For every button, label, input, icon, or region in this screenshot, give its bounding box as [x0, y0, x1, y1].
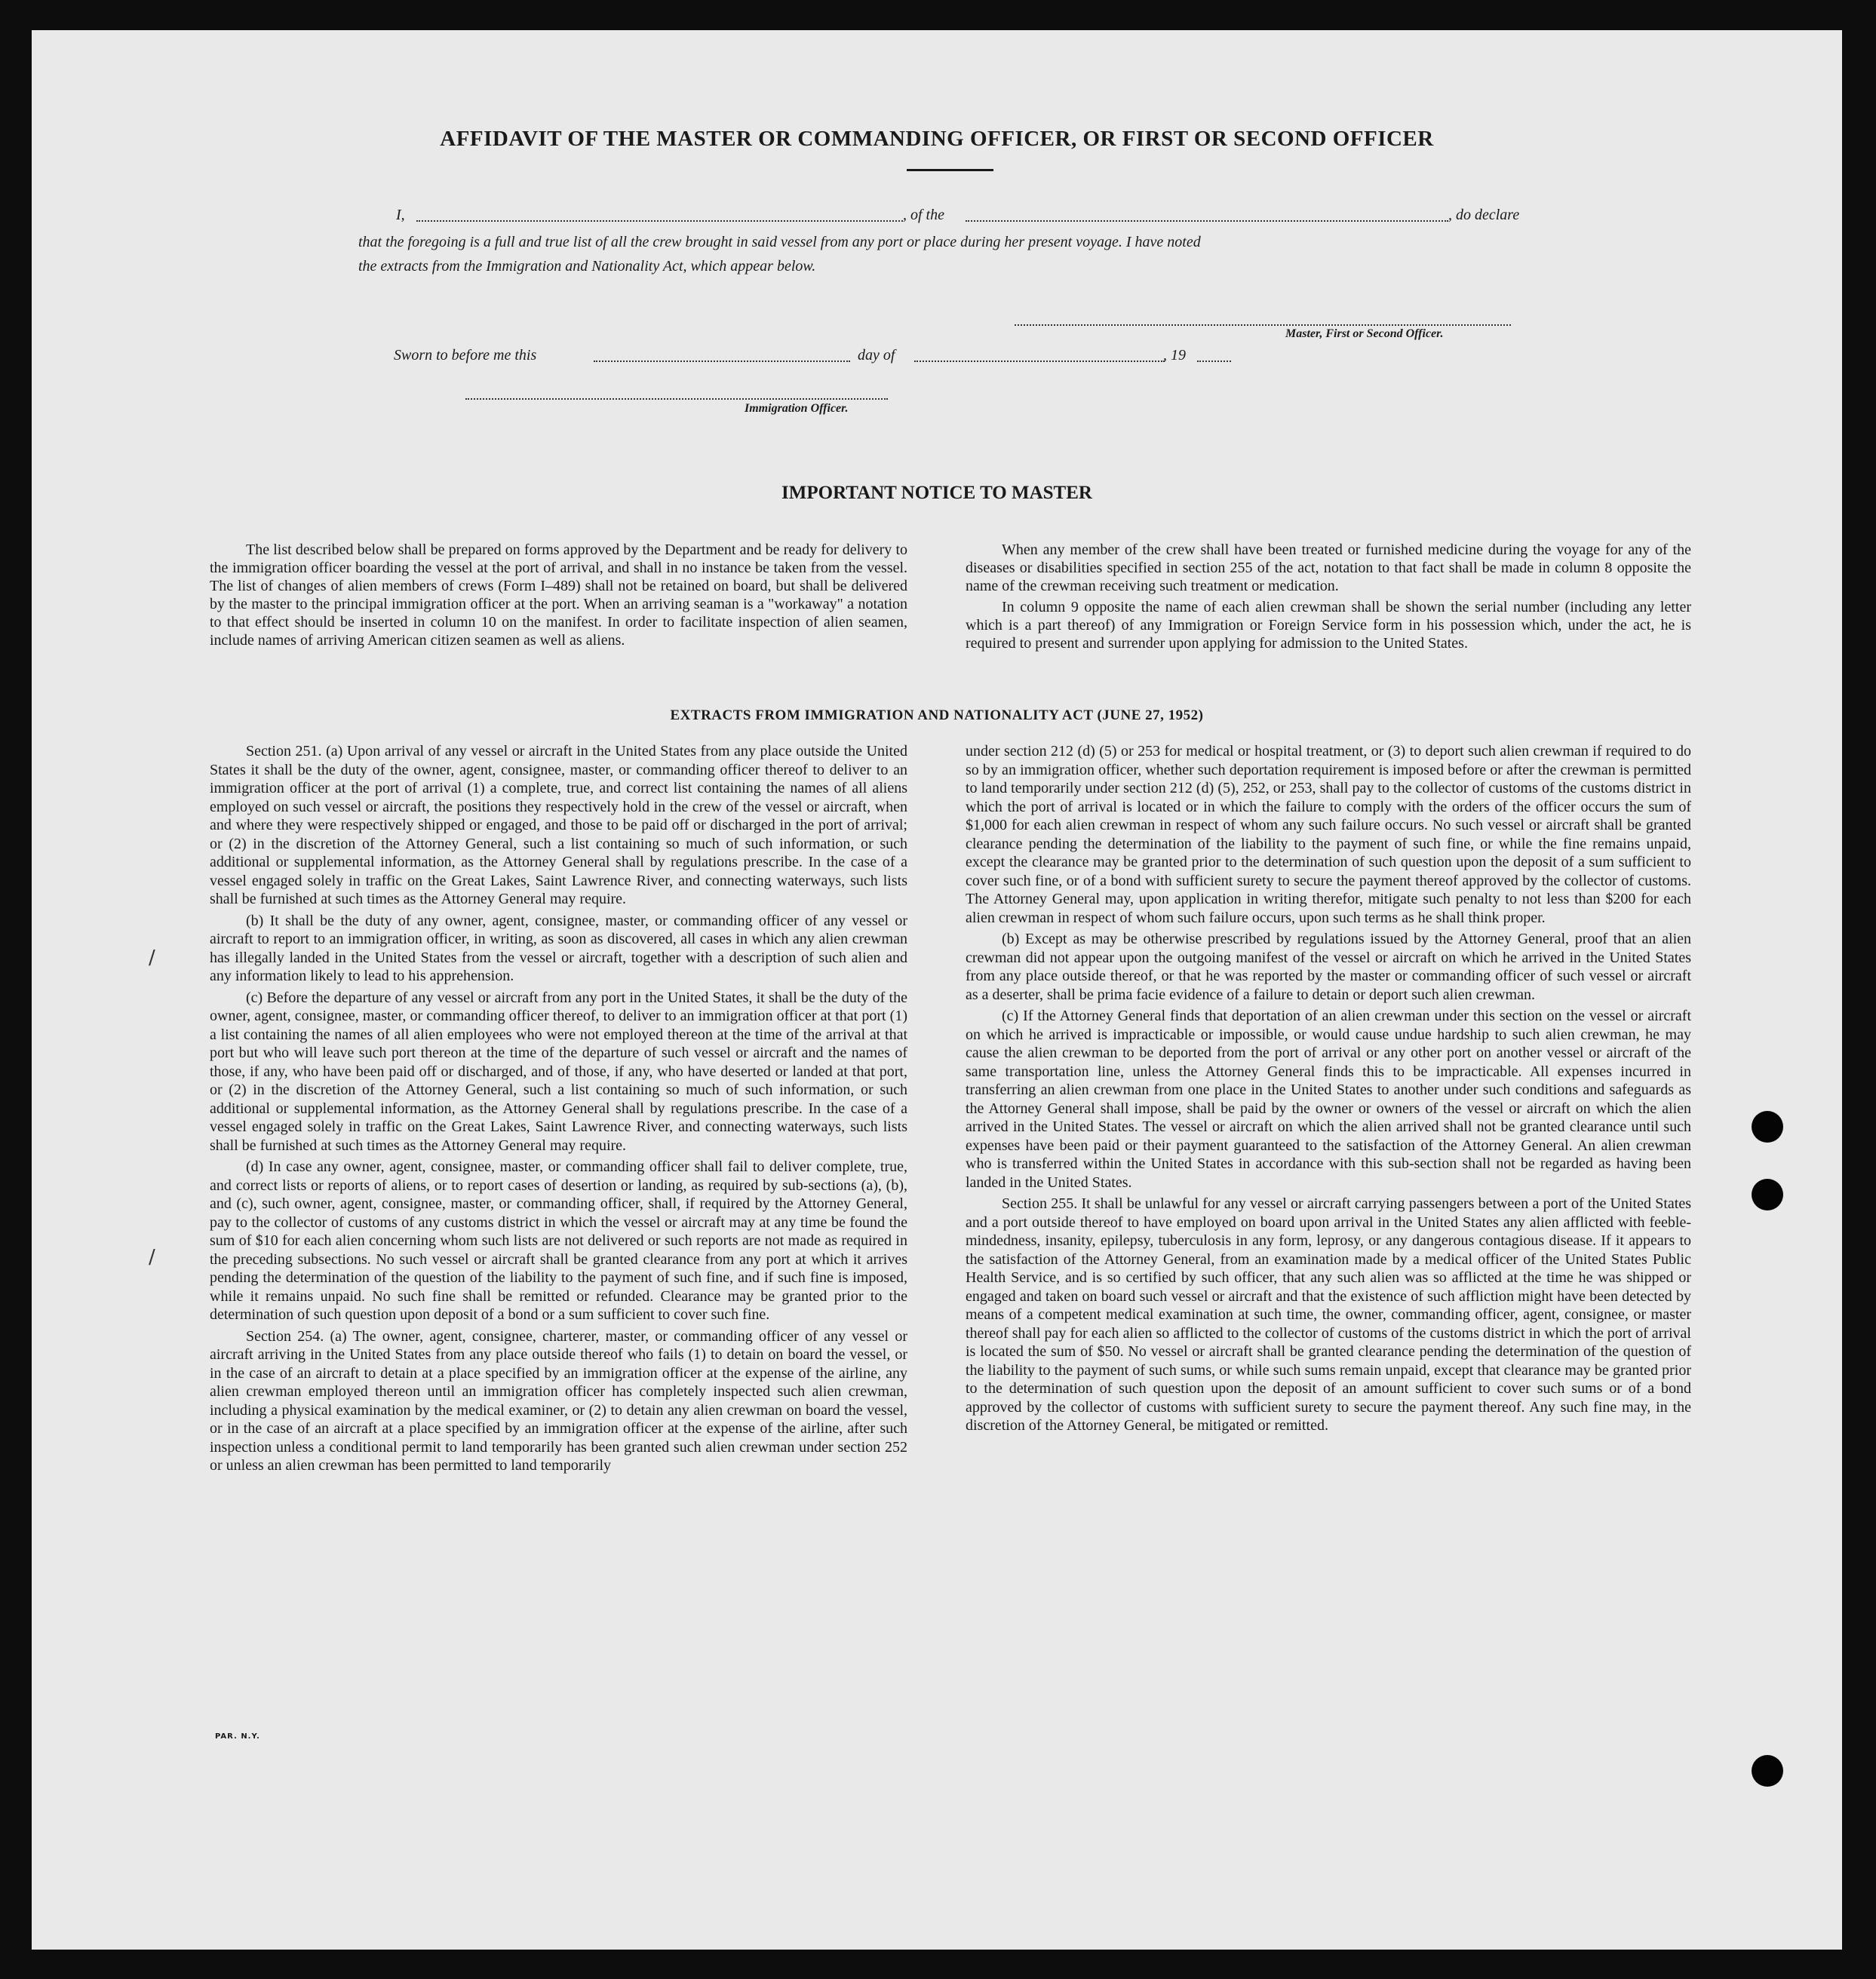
affidavit-declare-label: , do declare: [1448, 207, 1520, 223]
margin-tick-mark: /: [149, 947, 155, 969]
sworn-label: Sworn to before me this: [394, 347, 537, 364]
statute-paragraph: (c) If the Attorney General finds that deportation of an alien crewman under this section on the vessel or aircraft on which he arrived is impracticable or impossible, or would cause undue hardship to such alien crewman, he may cause the alien crewman to be deported from the port of arrival or any other port on another vessel or aircraft of the same transportation line, unless the Attorney General finds this to be impracticable. All expenses incurred in transferring an alien crewman from one place in the United States to another under such conditions and safeguards as the Attorney General shall impose, shall be paid by the owner or owners of the vessel or aircraft on which the alien arrived in the United States. The vessel or aircraft on which the alien arrived shall not be granted clearance until such expenses have been paid or their payment guaranteed to the satisfaction of the Attorney General. An alien crewman who is transferred within the United States in accordance with this sub-section shall not be regarded as having been landed in the United States.: [966, 1008, 1691, 1191]
statute-paragraph: Section 254. (a) The owner, agent, consignee, charterer, master, or commanding officer of any vessel or aircraft arriving in the United States from any place outside thereof who fails (1) to detain on board the vessel, or in the case of an aircraft to detain at a place specified by an immigration officer at the expense of the airline, any alien crewman employed thereon until an immigration officer has completely inspected such alien crewman, including a physical examination by the medical examiner, or (2) to detain any alien crewman on board the vessel, or in the case of an aircraft at a place specified by an immigration officer at the expense of the airline, after such inspection unless a conditional permit to land temporarily has been granted such alien crewman under section 252 or unless an alien crewman has been permitted to land temporarily: [210, 1327, 907, 1474]
master-signature-line[interactable]: [1015, 324, 1511, 326]
affidavit-i-label: I,: [396, 207, 405, 223]
sworn-year-label: , 19: [1163, 347, 1186, 364]
statute-paragraph: (c) Before the departure of any vessel or aircraft from any port in the United States, it shall be the duty of the owner, agent, consignee, master, or commanding officer thereof, to deliver to an immigration officer at that port (1) a list containing the names of all alien employees who were not employed thereon at the time of the arrival at that port but who will leave such port thereon at the time of the departure of such vessel or aircraft and the names of those, if any, who have been paid off or discharged, and of those, if any, who have deserted or landed at that port, or (2) in the discretion of the Attorney General, such a list containing so much of such information, or such additional or supplemental information, as the Attorney General shall by regulations prescribe. In the case of a vessel engaged solely in traffic on the Great Lakes, Saint Lawrence River, and connecting waterways, such lists shall be furnished at such times as the Attorney General may require.: [210, 989, 907, 1154]
statute-paragraph: Section 255. It shall be unlawful for any vessel or aircraft carrying passengers between a port of the United States and a port outside thereof to have employed on board upon arrival in the United States any alien afflicted with feeble-mindedness, insanity, epilepsy, tuberculosis in any form, leprosy, or any dangerous contagious disease. If it appears to the satisfaction of the Attorney General, from an examination made by a medical officer of the United States Public Health Service, and is so certified by such officer, that any such alien was so afflicted at the time he was shipped or engaged and taken on board such vessel or aircraft and that the existence of such affliction might have been detected by means of a competent medical examination at such time, the owner, commanding officer, agent, consignee, or master thereof shall pay for each alien so afflicted to the collector of customs of the customs district in which the port of arrival is located the sum of $50. No vessel or aircraft shall be granted clearance pending the determination of the question of the liability to the payment of such sums, or while such sums remain unpaid, except that clearance may be granted prior to the determination of such question upon the deposit of an amount sufficient to cover such sums or of a bond approved by the collector of customs with sufficient surety to secure the payment thereof. Any such fine may, in the discretion of the Attorney General, be mitigated or remitted.: [966, 1195, 1691, 1434]
affidavit-of-the-label: , of the: [903, 207, 944, 223]
extracts-right-column: [966, 742, 1691, 1438]
affidavit-title: AFFIDAVIT OF THE MASTER OR COMMANDING OFFICER, OR FIRST OR SECOND OFFICER: [440, 127, 1434, 151]
margin-tick-mark: /: [149, 1246, 155, 1269]
notice-right-column: [966, 541, 1691, 655]
affidavit-extracts-line: the extracts from the Immigration and Nationality Act, which appear below.: [358, 258, 816, 275]
statute-paragraph: (b) Except as may be otherwise prescribed by regulations issued by the Attorney General, proof that an alien crewman did not appear upon the outgoing manifest of the vessel or aircraft on which he arrived in the United States from any place outside thereof, or that he was reported by the master or commanding officer of such vessel or aircraft as a deserter, shall be prima facie evidence of a failure to detain or deport such alien crewman.: [966, 931, 1691, 1003]
statute-paragraph: (d) In case any owner, agent, consignee, master, or commanding officer shall fail to deliver complete, true, and correct lists or reports of aliens, or to report cases of desertion or landing, as required by sub-sections (a), (b), and (c), such owner, agent, consignee, master, or commanding officer, shall, if required by the Attorney General, pay to the collector of customs of any customs district in which the vessel or aircraft may at any time be found the sum of $10 for each alien concerning whom such lists are not delivered or such reports are not made as required in the preceding subsections. No such vessel or aircraft shall be granted clearance from any port at which it arrives pending the determination of the question of the liability to the payment of such fine, and if such fine is imposed, while it remains unpaid. No such fine shall be remitted or refunded. Clearance may be granted prior to the determination of such question upon deposit of a bond or a sum sufficient to cover such fine.: [210, 1158, 907, 1323]
title-underline: [907, 169, 993, 171]
declarant-name-field[interactable]: [416, 220, 903, 222]
binder-hole: [1752, 1179, 1783, 1210]
binder-hole: [1752, 1755, 1783, 1787]
statute-paragraph: under section 212 (d) (5) or 253 for medical or hospital treatment, or (3) to deport such alien crewman if required to do so by an immigration officer, whether such deportation requirement is imposed before or after the crewman is permitted to land temporarily under section 212 (d) (5), 252, or 253, shall pay to the collector of customs of the customs district in which the port of arrival is located or in which the failure to comply with the orders of the officer occurs the sum of $1,000 for each alien crewman in respect of whom any such failure occurs. No such vessel or aircraft shall be granted clearance pending the determination of the liability to the payment of such fine, or while the fine remains unpaid, except the clearance may be granted prior to the determination of such question upon the deposit of a sum sufficient to cover such fine, or of a bond with sufficient surety to secure the payment thereof approved by the collector of customs. The Attorney General may, upon application in writing therefor, mitigate such penalty to not less than $200 for each alien crewman in respect of whom such failure occurs, upon such terms as he shall think proper.: [966, 743, 1691, 926]
statute-paragraph: (b) It shall be the duty of any owner, agent, consignee, master, or commanding officer of any vessel or aircraft to report to an immigration officer, in writing, as soon as discovered, all cases in which any alien crewman has illegally landed in the United States from the vessel or aircraft, together with a description of such alien and any information likely to lead to his apprehension.: [210, 912, 907, 984]
sworn-day-field[interactable]: [594, 361, 850, 362]
printer-mark: PAR. N.Y.: [215, 1732, 260, 1741]
notice-paragraph: The list described below shall be prepared on forms approved by the Department and be ready for delivery to the immigration officer boarding the vessel at the port of arrival, and shall in no instance be taken from the vessel. The list of changes of alien members of crews (Form I–489) shall not be retained on board, but shall be delivered by the master to the principal immigration officer at the port. When an arriving seaman is a "workaway" a notation to that effect should be inserted in column 10 on the manifest. In order to facilitate inspection of alien seamen, include names of arriving American citizen seamen as well as aliens.: [210, 542, 907, 649]
statute-paragraph: Section 251. (a) Upon arrival of any vessel or aircraft in the United States from any place outside the United States it shall be the duty of the owner, agent, consignee, master, or commanding officer thereof to deliver to an immigration officer at the port of arrival (1) a complete, true, and correct list containing the names of all aliens employed on such vessel or aircraft, the positions they respectively hold in the crew of the vessel or aircraft, when and where they were respectively shipped or engaged, and those to be paid off or discharged in the port of arrival; or (2) in the discretion of the Attorney General, such a list containing so much of such information, or such additional or supplemental information, as the Attorney General shall by regulations prescribe. In the case of a vessel engaged solely in traffic on the Great Lakes, Saint Lawrence River, and connecting waterways, such lists shall be furnished at such times as the Attorney General may require.: [210, 743, 907, 907]
notice-paragraph: When any member of the crew shall have been treated or furnished medicine during the voyage for any of the diseases or disabilities specified in section 255 of the act, notation to that fact shall be made in column 8 opposite the name of the crewman receiving such treatment or medication.: [966, 542, 1691, 594]
sworn-year-field[interactable]: [1197, 361, 1231, 362]
sworn-day-of-label: day of: [858, 347, 895, 364]
officer-signature-line[interactable]: [465, 398, 888, 400]
master-signature-caption: Master, First or Second Officer.: [1285, 327, 1444, 340]
sworn-month-field[interactable]: [914, 361, 1165, 362]
extracts-title: EXTRACTS FROM IMMIGRATION AND NATIONALITY ACT (JUNE 27, 1952): [670, 707, 1204, 723]
form-page: [32, 30, 1842, 1950]
affidavit-statement-line: that the foregoing is a full and true list of all the crew brought in said vessel from any port or place during her present voyage. I have noted: [358, 234, 1201, 250]
notice-left-column: [210, 541, 907, 652]
extracts-left-column: [210, 742, 907, 1478]
notice-title: IMPORTANT NOTICE TO MASTER: [781, 483, 1092, 503]
vessel-name-field[interactable]: [966, 220, 1448, 222]
officer-signature-caption: Immigration Officer.: [745, 402, 849, 415]
notice-paragraph: In column 9 opposite the name of each alien crewman shall be shown the serial number (including any letter which is a part thereof) of any Immigration or Foreign Service form in his possession which, under the act, he is required to present and surrender upon applying for admission to the United States.: [966, 599, 1691, 652]
binder-hole: [1752, 1111, 1783, 1143]
